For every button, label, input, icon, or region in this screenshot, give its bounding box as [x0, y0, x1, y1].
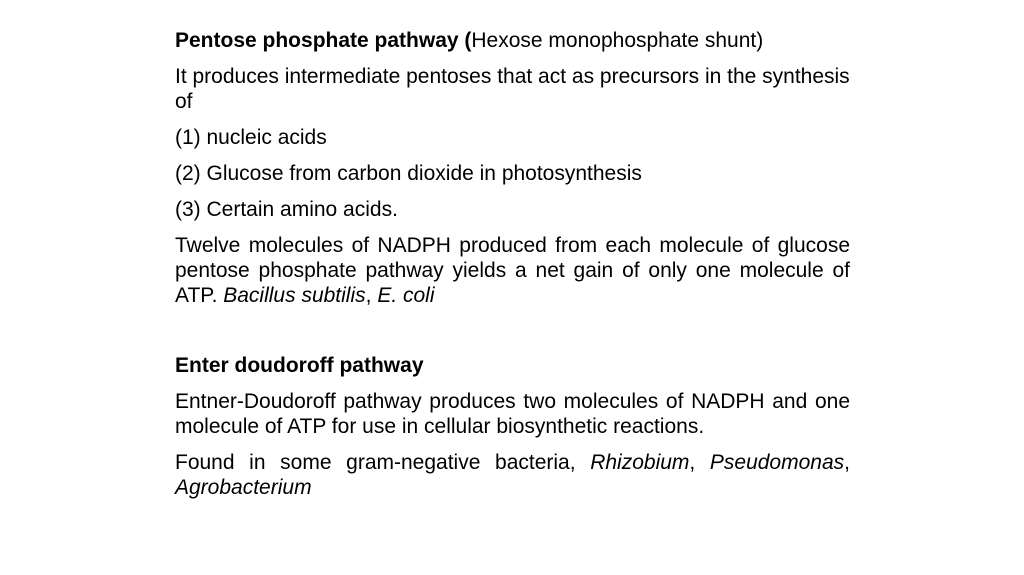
pentose-pathway-heading: [175, 28, 850, 53]
list-item-3: (3) Certain amino acids.: [175, 198, 398, 221]
found-text: Found in some gram-negative bacteria,: [175, 451, 591, 474]
organism-separator-1: ,: [689, 451, 710, 474]
organism-bacillus: Bacillus subtilis: [223, 284, 366, 307]
organism-ecoli: E. coli: [377, 284, 435, 307]
pentose-intro: It produces intermediate pentoses that act as precursors in the synthesis of: [175, 65, 850, 113]
organism-rhizobium: Rhizobium: [590, 451, 690, 474]
found-in-bacteria: [175, 450, 850, 500]
nadph-note-text: Twelve molecules of NADPH produced from each molecule of glucose pentose phosphate pathway yields a net gain of only one molecule of ATP.: [175, 234, 850, 307]
organism-pseudomonas: Pseudomonas: [709, 451, 845, 474]
list-item-1: (1) nucleic acids: [175, 126, 327, 149]
organism-agrobacterium: Agrobacterium: [175, 476, 312, 499]
organism-separator: ,: [365, 284, 378, 307]
slide-content: [175, 28, 850, 511]
list-item-2: (2) Glucose from carbon dioxide in photosynthesis: [175, 162, 642, 185]
heading-bold-part: Pentose phosphate pathway (: [175, 29, 472, 52]
nadph-note: [175, 233, 850, 308]
entner-doudoroff-description: Entner-Doudoroff pathway produces two molecules of NADPH and one molecule of ATP for use in cellular biosynthetic reactions.: [175, 390, 850, 438]
section-spacer: [175, 319, 850, 353]
organism-separator-2: ,: [844, 451, 850, 474]
entner-doudoroff-heading: Enter doudoroff pathway: [175, 354, 424, 377]
heading-regular-part: Hexose monophosphate shunt): [471, 29, 764, 52]
